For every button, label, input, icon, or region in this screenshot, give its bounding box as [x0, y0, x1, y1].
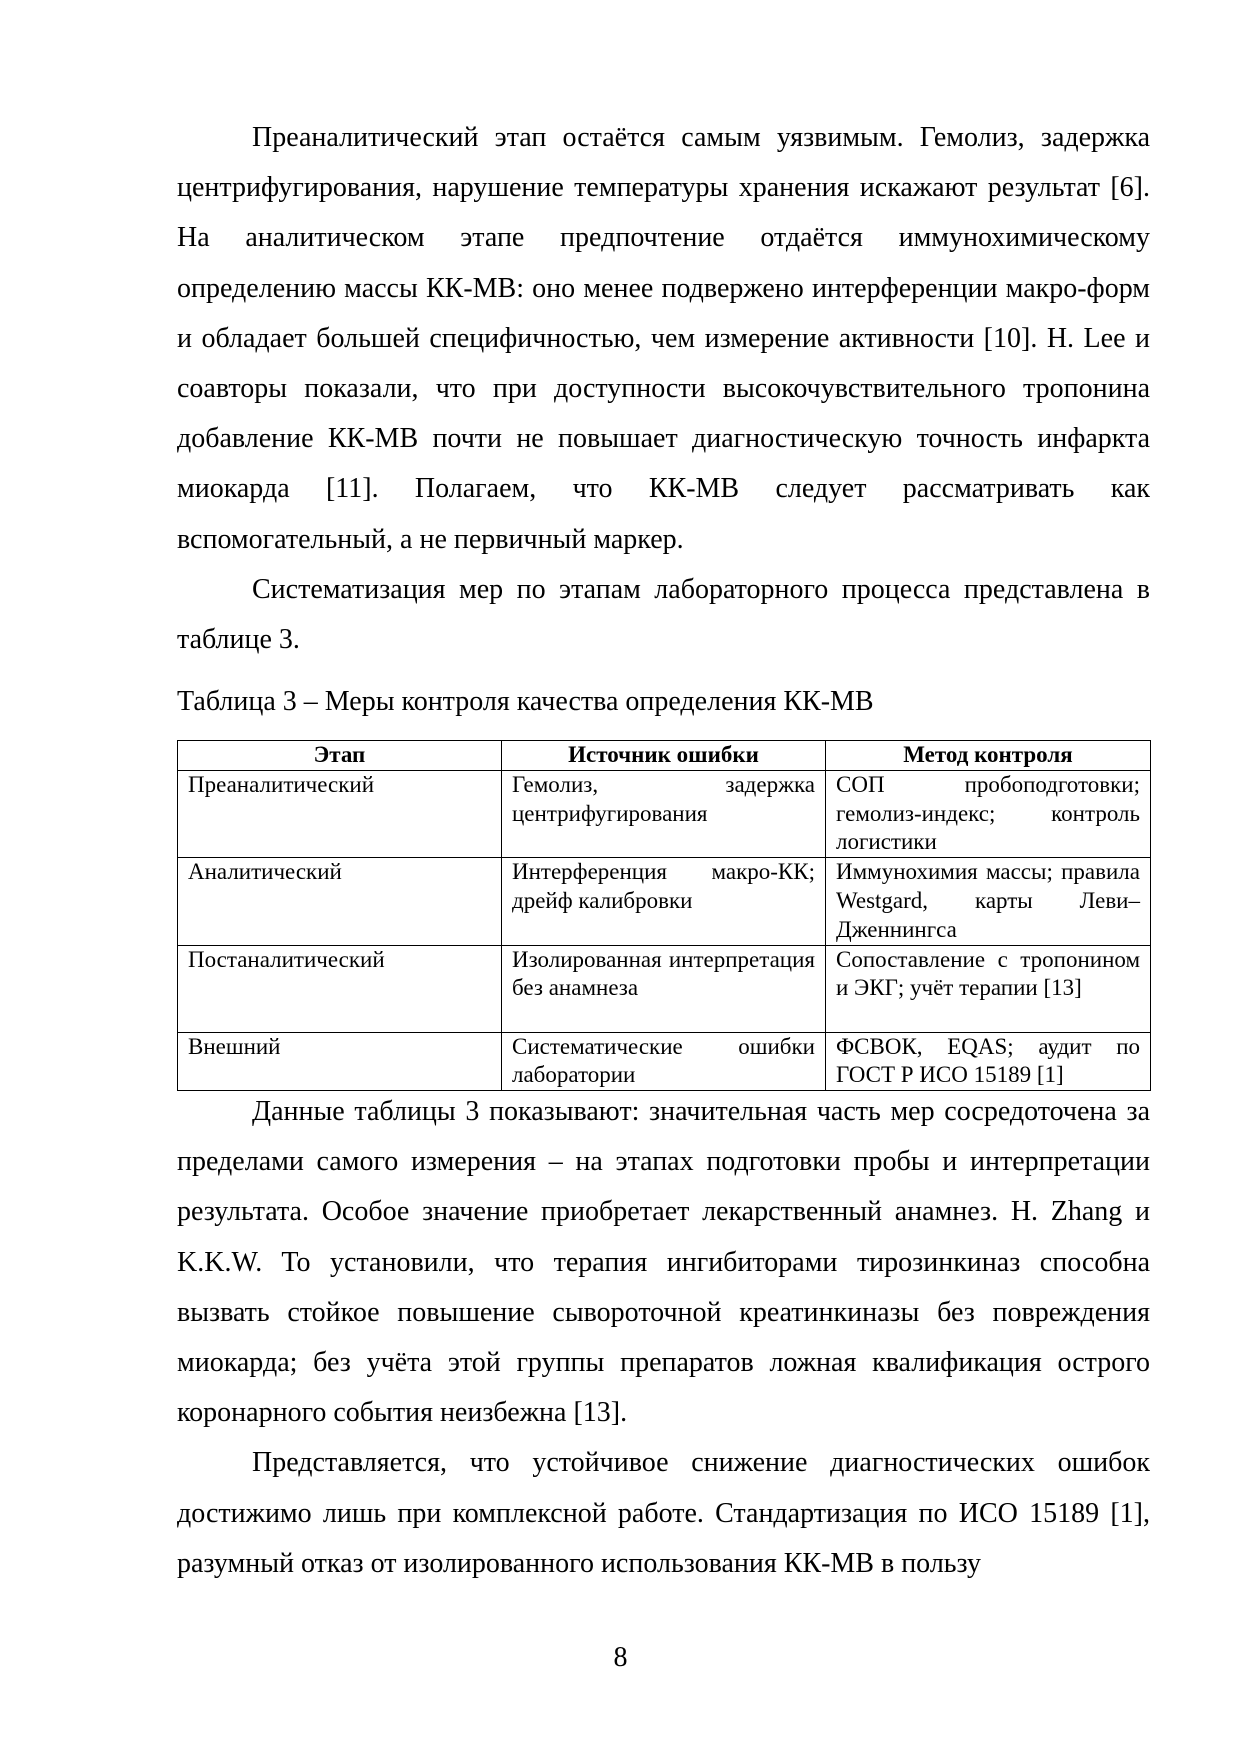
table-cell-control-method: Сопоставление с тропонином и ЭКГ; учёт терапии [13] [826, 945, 1151, 1032]
table-cell-stage: Внешний [178, 1032, 502, 1091]
table-row [178, 770, 1151, 857]
paragraph: Данные таблицы 3 показывают: значительная часть мер сосредоточена за пределами самого измерения – на этапах подготовки пробы и интерпретации результата. Особое значение приобретает лекарственный анамнез. H. Zhang и K.K.W. To установили, что терапия ингибиторами тирозинкиназ способна вызвать стойкое повышение сывороточной креатинкиназы без повреждения миокарда; без учёта этой группы препаратов ложная квалификация острого коронарного события неизбежна [13]. [177, 1096, 1150, 1429]
table-row [178, 945, 1151, 1032]
table-cell-error-source: Систематические ошибки лаборатории [502, 1032, 826, 1091]
body-text-top [177, 113, 1150, 665]
paragraph: Систематизация мер по этапам лабораторного процесса представлена в таблице 3. [177, 573, 1150, 656]
page-number: 8 [613, 1642, 628, 1673]
table-row [178, 1032, 1151, 1091]
table-cell-stage: Аналитический [178, 858, 502, 945]
table-cell-stage: Постаналитический [178, 945, 502, 1032]
table-cell-control-method: ФСВОК, EQAS; аудит по ГОСТ Р ИСО 15189 [1] [826, 1032, 1151, 1091]
table-header-row [178, 741, 1151, 771]
column-header-error-source: Источник ошибки [502, 741, 826, 771]
paragraph: Представляется, что устойчивое снижение диагностических ошибок достижимо лишь при комплексной работе. Стандартизация по ИСО 15189 [1], разумный отказ от изолированного использования КК-МВ в пользу [177, 1447, 1150, 1579]
table-cell-error-source: Изолированная интерпретация без анамнеза [502, 945, 826, 1032]
table-caption: Таблица 3 – Меры контроля качества определения КК-МВ [177, 686, 874, 717]
table-row [178, 858, 1151, 945]
quality-control-table [177, 740, 1151, 1091]
table-cell-error-source: Гемолиз, задержка центрифугирования [502, 770, 826, 857]
table-cell-stage: Преаналитический [178, 770, 502, 857]
table-cell-control-method: СОП пробоподготовки; гемолиз-индекс; контроль логистики [826, 770, 1151, 857]
table-cell-error-source: Интерференция макро-КК; дрейф калибровки [502, 858, 826, 945]
column-header-control-method: Метод контроля [826, 741, 1151, 771]
body-text-bottom [177, 1087, 1150, 1589]
column-header-stage: Этап [178, 741, 502, 771]
table-cell-control-method: Иммунохимия массы; правила Westgard, карты Леви–Дженнингса [826, 858, 1151, 945]
paragraph: Преаналитический этап остаётся самым уязвимым. Гемолиз, задержка центрифугирования, нарушение температуры хранения искажают результат [6]. На аналитическом этапе предпочтение отдаётся иммунохимическому определению массы КК-МВ: оно менее подвержено интерференции макро-форм и обладает большей специфичностью, чем измерение активности [10]. H. Lee и соавторы показали, что при доступности высокочувствительного тропонина добавление КК-МВ почти не повышает диагностическую точность инфаркта миокарда [11]. Полагаем, что КК-МВ следует рассматривать как вспомогательный, а не первичный маркер. [177, 122, 1150, 555]
